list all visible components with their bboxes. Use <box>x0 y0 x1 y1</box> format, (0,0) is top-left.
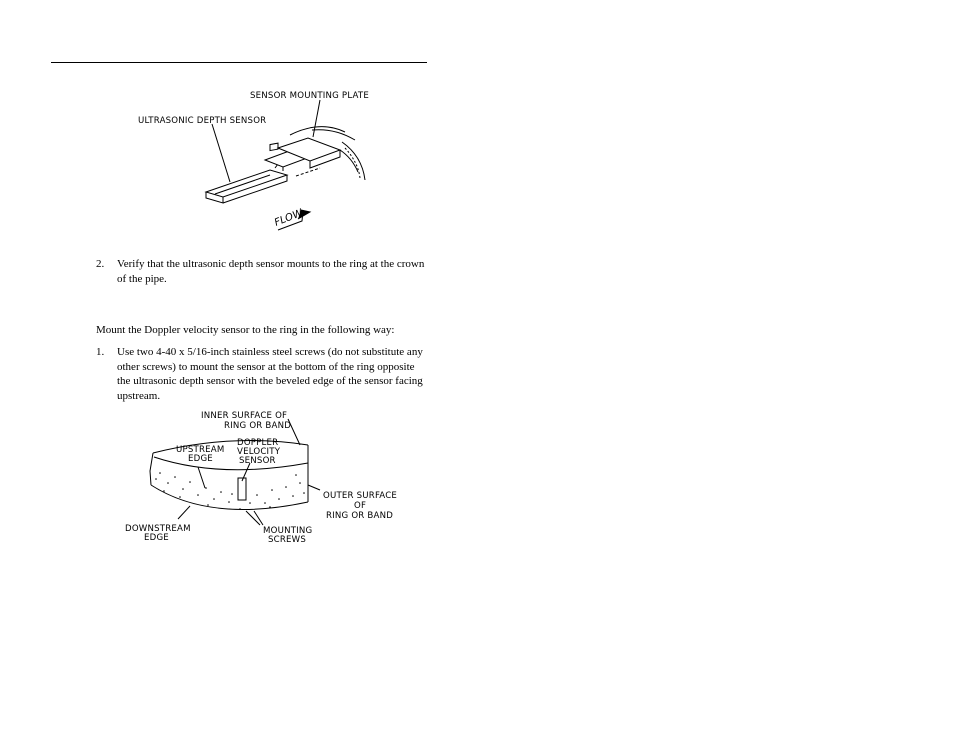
doppler-label-3: SENSOR <box>239 456 276 466</box>
downstream-edge-label-1: DOWNSTREAM <box>125 524 191 534</box>
step-1-text: Use two 4-40 x 5/16-inch stainless steel screws (do not substitute any other screws) to mount the sensor at the bottom of the ring opposite the ultrasonic depth sensor with the beveled edge of the sensor facing upstream. <box>117 346 423 402</box>
step-1-number: 1. <box>96 346 105 358</box>
outer-surface-label-1: OUTER SURFACE <box>323 491 398 501</box>
upstream-edge-label-1: UPSTREAM <box>176 445 225 455</box>
outer-surface-label-3: RING OR BAND <box>326 511 394 521</box>
step-2 <box>96 257 426 286</box>
outer-surface-label-2: OF <box>354 501 367 511</box>
doppler-intro-paragraph: Mount the Doppler velocity sensor to the ring in the following way: <box>96 324 395 336</box>
step-1 <box>96 345 426 403</box>
downstream-edge-label-2: EDGE <box>144 533 169 543</box>
doppler-label-2: VELOCITY <box>237 447 281 457</box>
doppler-label-1: DOPPLER <box>237 438 279 448</box>
inner-surface-label-2: RING OR BAND <box>224 421 292 431</box>
sensor-mounting-plate-label: SENSOR MOUNTING PLATE <box>250 91 369 101</box>
header-rule <box>51 62 427 63</box>
flow-label: FLOW <box>273 207 305 229</box>
depth-sensor-figure <box>120 80 400 240</box>
step-2-number: 2. <box>96 258 105 270</box>
upstream-edge-label-2: EDGE <box>188 454 213 464</box>
mounting-screws-label-2: SCREWS <box>268 535 307 545</box>
ultrasonic-depth-sensor-label: ULTRASONIC DEPTH SENSOR <box>138 116 267 126</box>
doppler-ring-figure <box>120 405 420 550</box>
inner-surface-label-1: INNER SURFACE OF <box>201 411 288 421</box>
mounting-screws-label-1: MOUNTING <box>263 526 313 536</box>
step-2-text: Verify that the ultrasonic depth sensor mounts to the ring at the crown of the pipe. <box>117 258 425 285</box>
